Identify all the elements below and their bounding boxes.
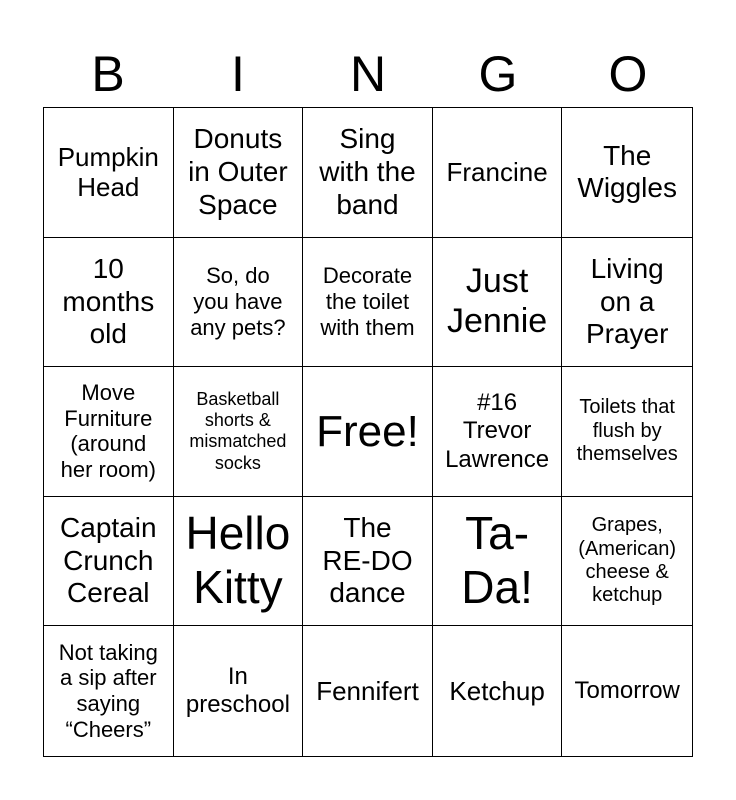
bingo-cell-free[interactable]	[303, 367, 433, 497]
header-letter-b: B	[91, 46, 125, 102]
header-letter-n: N	[349, 46, 387, 102]
cell-label: #16 Trevor Lawrence	[445, 389, 550, 473]
header-letter-o: O	[608, 46, 648, 102]
bingo-cell-r2c4[interactable]	[433, 238, 563, 368]
cell-label: Ketchup	[449, 675, 545, 706]
bingo-cell-r1c1[interactable]	[44, 108, 174, 238]
bingo-cell-r4c5[interactable]	[562, 497, 692, 627]
bingo-cell-r3c2[interactable]	[174, 367, 304, 497]
bingo-cell-r4c1[interactable]	[44, 497, 174, 627]
cell-label: Ta- Da!	[461, 507, 533, 614]
cell-label: Tomorrow	[574, 677, 680, 705]
bingo-cell-r5c5[interactable]	[562, 626, 692, 756]
bingo-cell-r5c4[interactable]	[433, 626, 563, 756]
free-space-label: Free!	[316, 406, 419, 456]
bingo-cell-r5c1[interactable]	[44, 626, 174, 756]
cell-label: Grapes, (American) cheese & ketchup	[578, 514, 677, 607]
bingo-cell-r3c4[interactable]	[433, 367, 563, 497]
cell-label: Decorate the toilet with them	[320, 263, 415, 340]
cell-label: The Wiggles	[577, 139, 677, 204]
bingo-cell-r1c4[interactable]	[433, 108, 563, 238]
cell-label: Fennifert	[316, 675, 419, 706]
header-letter-i: I	[231, 46, 245, 102]
bingo-cell-r4c2[interactable]	[174, 497, 304, 627]
header-letter-g: G	[478, 46, 518, 102]
cell-label: Donuts in Outer Space	[188, 123, 288, 220]
bingo-cell-r2c1[interactable]	[44, 238, 174, 368]
cell-label: Basketball shorts & mismatched socks	[189, 389, 287, 473]
bingo-cell-r4c3[interactable]	[303, 497, 433, 627]
bingo-cell-r2c2[interactable]	[174, 238, 304, 368]
cell-label: Pumpkin Head	[57, 141, 159, 203]
cell-label: Move Furniture (around her room)	[60, 380, 156, 483]
cell-label: Living on a Prayer	[585, 252, 669, 350]
cell-label: Just Jennie	[446, 262, 548, 340]
bingo-cell-r5c2[interactable]	[174, 626, 304, 756]
cell-label: Captain Crunch Cereal	[60, 511, 157, 609]
bingo-cell-r1c5[interactable]	[562, 108, 692, 238]
cell-label: Sing with the band	[319, 123, 416, 220]
cell-label: Hello Kitty	[185, 507, 291, 614]
bingo-card	[43, 107, 693, 757]
cell-label: The RE-DO dance	[322, 511, 413, 609]
bingo-cell-r2c3[interactable]	[303, 238, 433, 368]
bingo-header	[43, 40, 693, 108]
cell-label: Francine	[446, 157, 548, 188]
bingo-cell-r1c2[interactable]	[174, 108, 304, 238]
bingo-cell-r1c3[interactable]	[303, 108, 433, 238]
bingo-cell-r3c5[interactable]	[562, 367, 692, 497]
cell-label: 10 months old	[62, 252, 155, 350]
cell-label: So, do you have any pets?	[190, 263, 286, 340]
cell-label: In preschool	[185, 663, 290, 719]
bingo-cell-r4c4[interactable]	[433, 497, 563, 627]
bingo-cell-r2c5[interactable]	[562, 238, 692, 368]
cell-label: Toilets that flush by themselves	[576, 396, 678, 466]
cell-label: Not taking a sip after saying “Cheers”	[58, 639, 158, 742]
bingo-cell-r3c1[interactable]	[44, 367, 174, 497]
bingo-cell-r5c3[interactable]	[303, 626, 433, 756]
